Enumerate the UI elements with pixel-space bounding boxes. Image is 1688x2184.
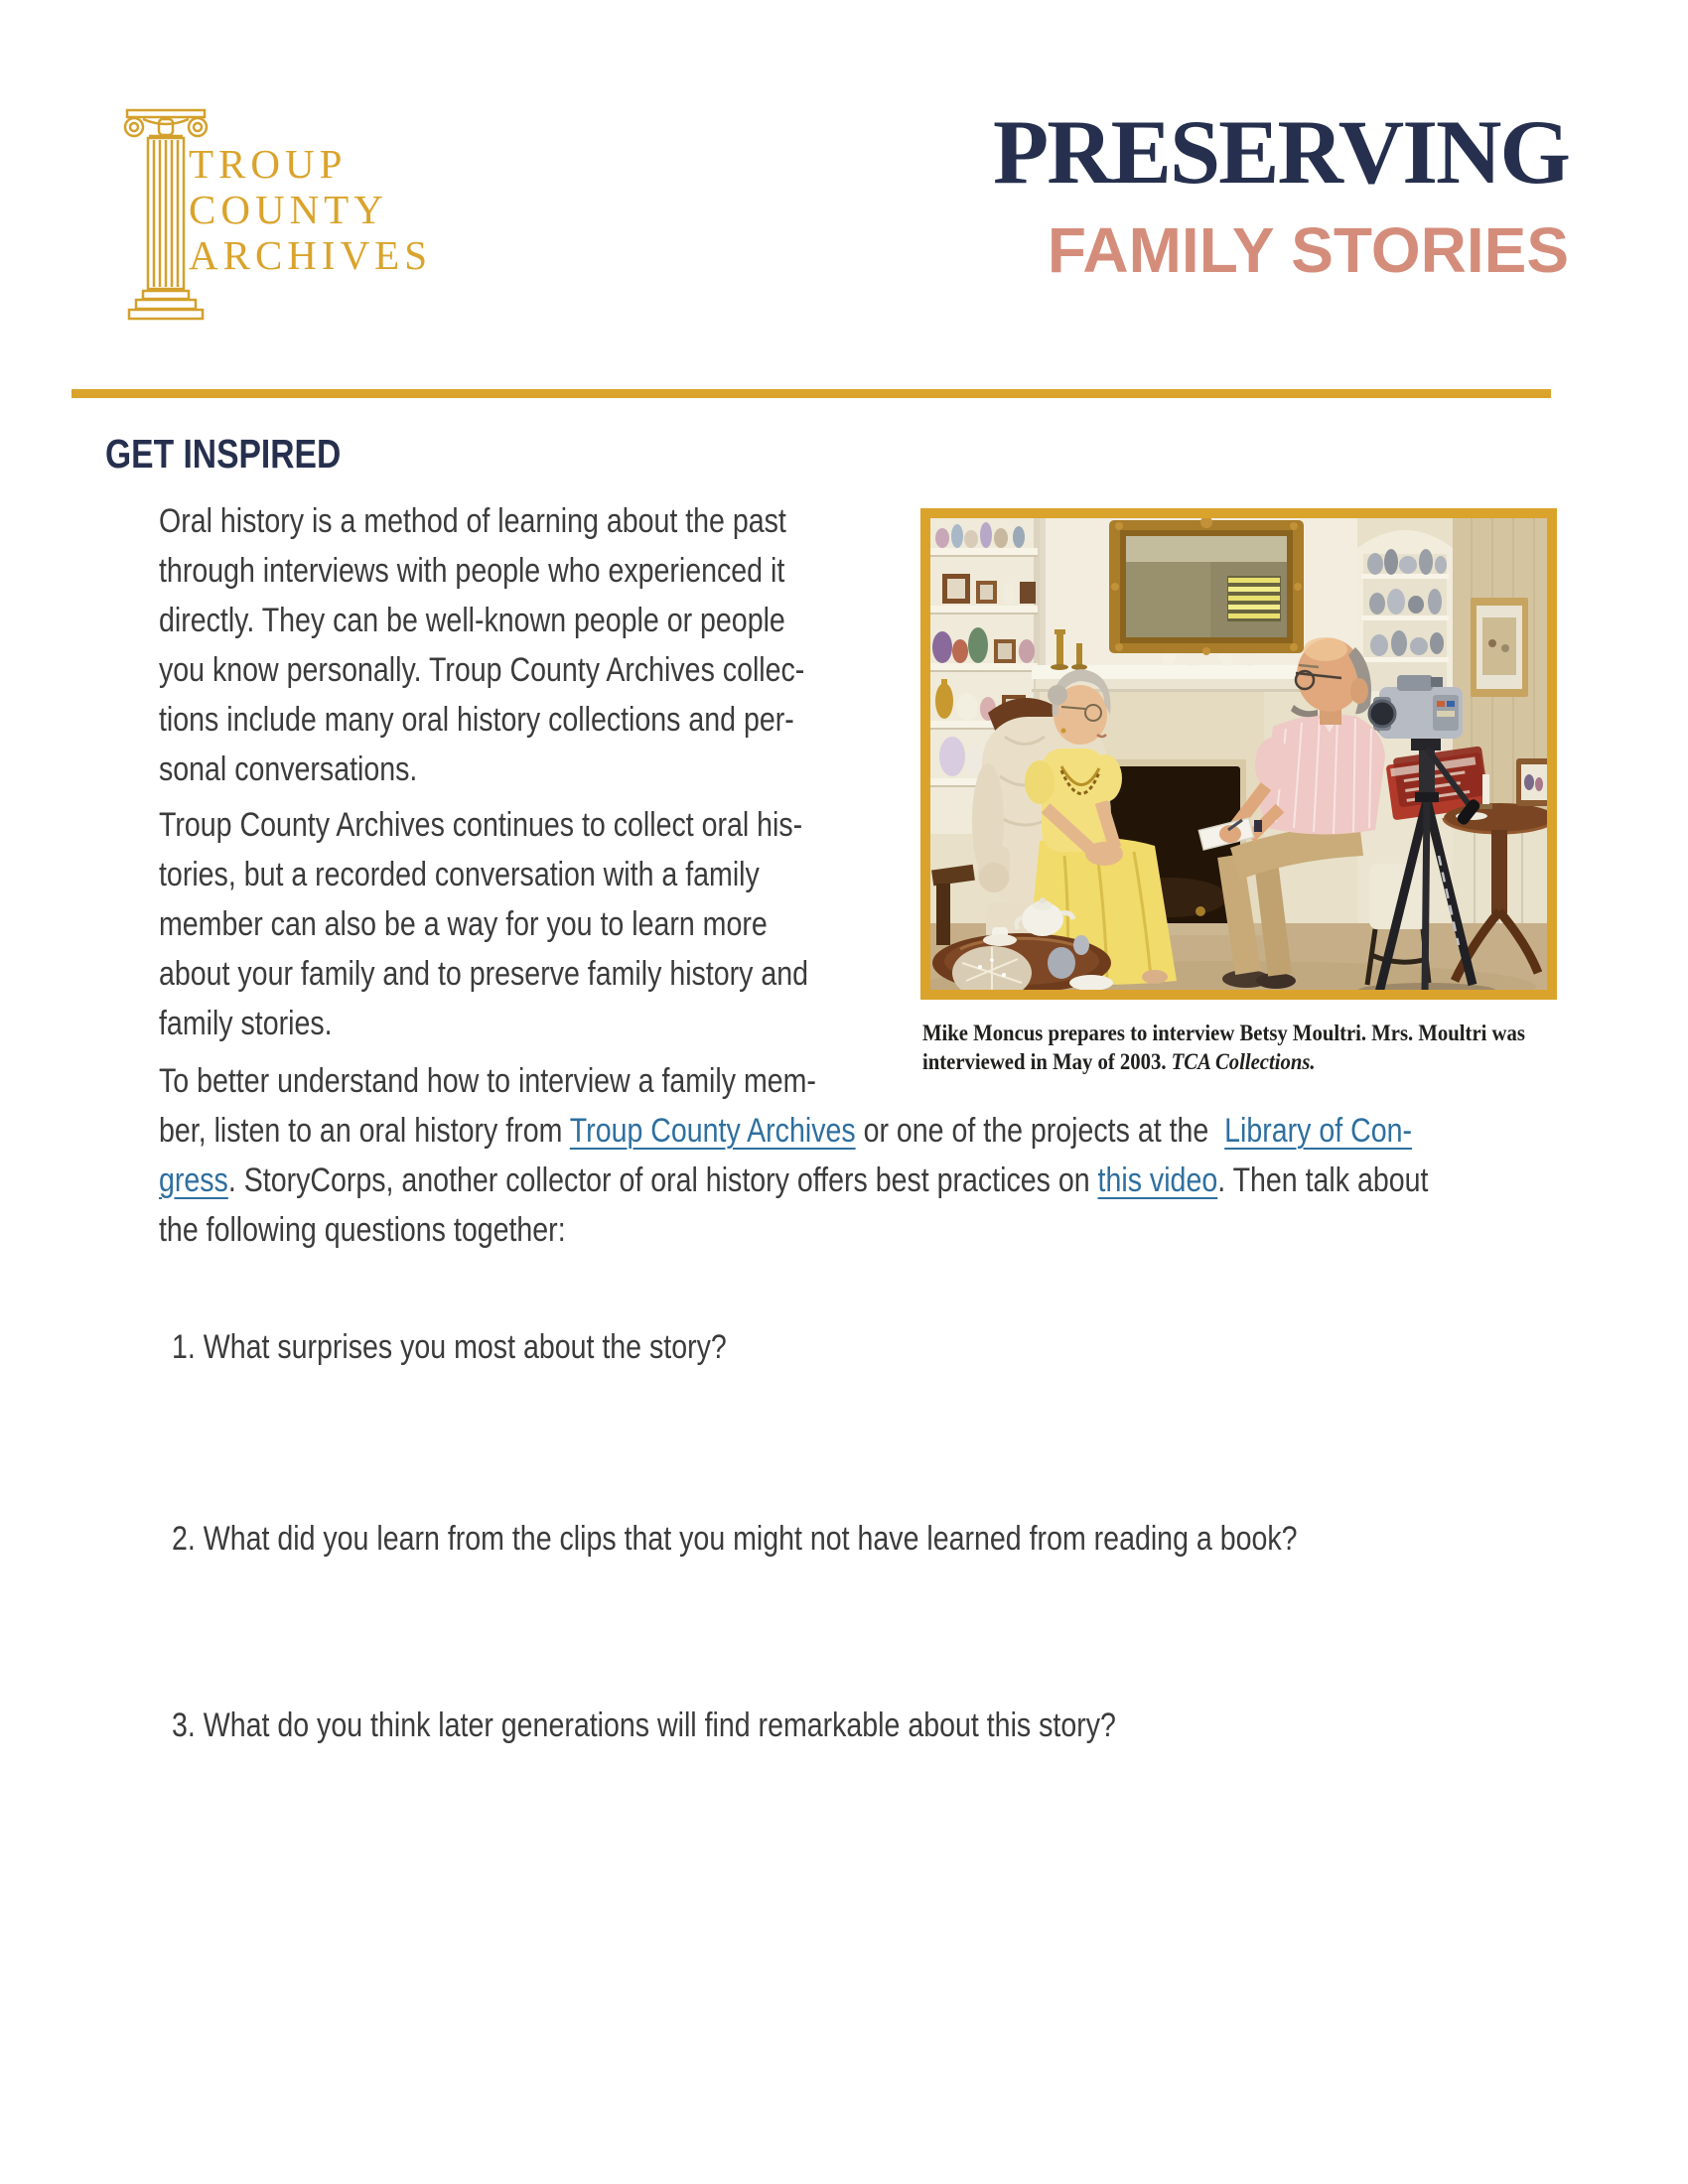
text-line: directly. They can be well-known people or people xyxy=(159,602,785,639)
link-library-of-con[interactable]: Library of Con- xyxy=(1224,1112,1413,1150)
text-line: sonal conversations. xyxy=(159,751,418,788)
title-line-preserving: PRESERVING xyxy=(993,101,1569,203)
text-line: tions include many oral history collections and per- xyxy=(159,701,794,739)
text-run: . Then talk about xyxy=(1217,1161,1429,1199)
text-run: To better understand how to interview a family mem- xyxy=(159,1062,816,1100)
divider-rule xyxy=(71,389,1551,398)
section-heading: GET INSPIRED xyxy=(105,431,342,477)
text-line: tories, but a recorded conversation with a family xyxy=(159,856,760,893)
text-line: family stories. xyxy=(159,1005,333,1042)
photo-figure xyxy=(920,508,1557,1000)
text-line: Troup County Archives continues to collect oral his- xyxy=(159,806,803,844)
text-line: you know personally. Troup County Archives collec- xyxy=(159,651,805,689)
org-logo-line: COUNTY xyxy=(189,187,388,232)
text-run: the following questions together: xyxy=(159,1211,566,1249)
title-line-family-stories: FAMILY STORIES xyxy=(1047,214,1569,286)
text-line: Oral history is a method of learning about the past xyxy=(159,502,786,540)
intro-paragraph-1 xyxy=(159,496,804,794)
question-2: 2. What did you learn from the clips that you might not have learned from reading a book? xyxy=(172,1520,1298,1558)
caption-line: Mike Moncus prepares to interview Betsy Moultri. Mrs. Moultri was xyxy=(922,1021,1525,1045)
question-3: 3. What do you think later generations will find remarkable about this story? xyxy=(172,1706,1116,1744)
interview-photo xyxy=(930,518,1547,990)
text-run: . StoryCorps, another collector of oral history offers best practices on xyxy=(227,1161,1098,1199)
text-run: or one of the projects at the xyxy=(855,1112,1225,1150)
caption-credit: TCA Collections. xyxy=(1171,1049,1316,1074)
photo-caption xyxy=(922,1019,1602,1076)
text-run: ber, listen to an oral history from xyxy=(159,1112,570,1150)
org-logo-line: ARCHIVES xyxy=(189,232,433,278)
org-logo-line: TROUP xyxy=(189,141,348,187)
caption-text: interviewed in May of 2003. xyxy=(922,1049,1172,1074)
link-troup-county-archives[interactable]: Troup County Archives xyxy=(569,1112,856,1150)
intro-paragraph-3 xyxy=(159,1056,1428,1255)
link-gress[interactable]: gress xyxy=(159,1161,228,1199)
question-1: 1. What surprises you most about the story? xyxy=(172,1328,727,1366)
page-title xyxy=(993,101,1569,286)
text-line: about your family and to preserve family history and xyxy=(159,955,809,993)
text-line xyxy=(159,1205,1428,1255)
text-line xyxy=(159,1106,1428,1156)
intro-paragraph-2 xyxy=(159,800,808,1048)
org-logo-text xyxy=(189,141,432,278)
link-this-video[interactable]: this video xyxy=(1097,1161,1218,1199)
mantel-mirror xyxy=(1109,518,1304,655)
text-line xyxy=(159,1156,1428,1205)
text-line: member can also be a way for you to learn more xyxy=(159,905,768,943)
caption-line xyxy=(922,1047,1602,1076)
text-line: through interviews with people who experienced it xyxy=(159,552,785,590)
